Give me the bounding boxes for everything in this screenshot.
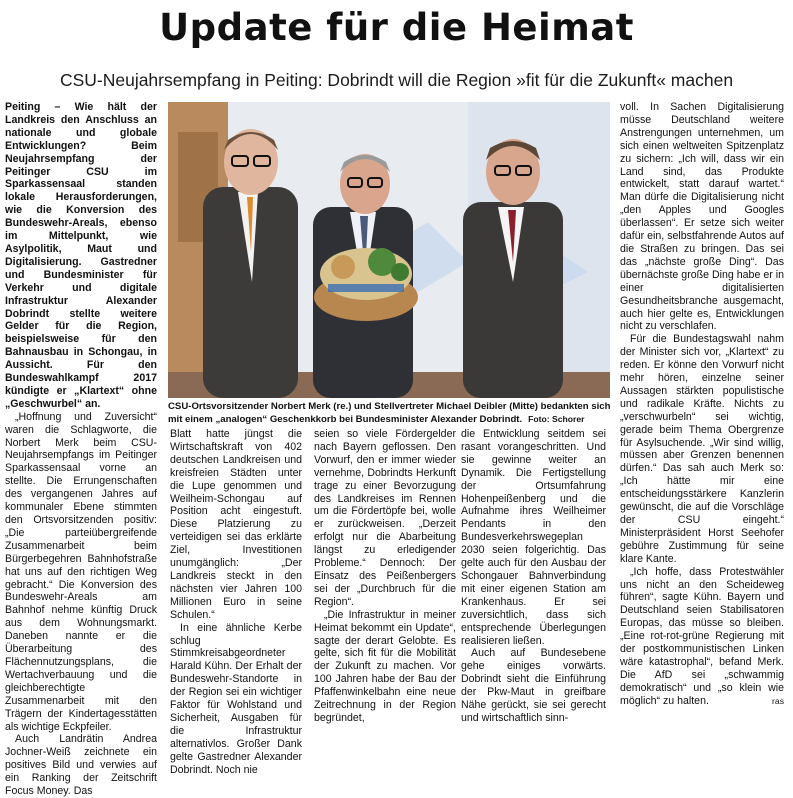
text-column-5 — [620, 101, 784, 708]
headline: Update für die Heimat — [159, 6, 634, 49]
subheadline: CSU-Neujahrsempfang in Peiting: Dobrindt will die Region »fit für die Zukunft« machen — [59, 70, 734, 90]
caption-text: CSU-Ortsvorsitzender Norbert Merk (re.) und Stellvertreter Michael Deibler (Mitte) bedankten sich mit einem „analogen“ Geschenkkorb bei Bundesminister Alexander Dobrindt. — [168, 401, 611, 425]
photo-illustration — [168, 102, 610, 398]
paragraph: Auch auf Bundesebene gehe einiges vorwärts. Dobrindt sieht die Einführung der Pkw-Maut in greifbare Nähe gerückt, sie sei gerecht und wirtschaftlich sinn- — [461, 647, 606, 724]
paragraph: voll. In Sachen Digitalisierung müsse Deutschland weitere Anstrengungen unternehmen, um sich einen weltweiten Spitzenplatz zu sichern: „Ich will, dass wir ein Land sind, das Produkte entwickelt, statt darauf wartet.“ Man dürfe die Digitalisierung nicht „den Apples und Googles überlassen“. Er setze sich weiter dafür ein, selbstfahrende Autos auf die Straßen zu bringen. Das sei das „nächste große Ding“. Das übernächste große Ding habe er in einer digitalisierten Gesundheitsbranche ausgemacht, auch hier gelte es, Entwicklungen nicht zu verschlafen. — [620, 101, 784, 333]
paragraph: In eine ähnliche Kerbe schlug Stimmkreisabgeordneter Harald Kühn. Der Erhalt der Bundeswehr-Standorte in der Region sei ein wichtiger Faktor für Wohlstand und Sicherheit, Ausgaben für die Infrastruktur alternativlos. Großer Dank gelte Gastredner Alexander Dobrindt. Noch nie — [170, 621, 302, 776]
photo-caption — [168, 401, 614, 426]
paragraph: Für die Bundestagswahl nahm der Minister sich vor, „Klartext“ zu reden. Er könne den Vorwurf nicht mehr hören, einzelne seiner Aussagen stärkten populistische und radikale Kräfte. Nichts zu „verschwurbeln“ sei wichtig, gerade beim Thema Obergrenze für Asylsuchende. „Wir sind willig, müssen aber Grenzen benennen dürfen.“ Das sah auch Merk so: „Ich hätte mir eine entscheidungsstärkere Kanzlerin gewünscht, die auf die Vorschläge der CSU eingeht.“ Ministerpräsident Horst Seehofer gebühre Zustimmung für seine klare Kante. — [620, 333, 784, 565]
text-column-2 — [170, 428, 302, 776]
paragraph: Auch Landrätin Andrea Jochner-Weiß zeichnete ein positives Bild und verwies auf ein Ranking der Zeitschrift Focus Money. Das — [5, 733, 157, 798]
author-signature: ras — [772, 695, 784, 706]
paragraph: die Entwicklung seitdem sei rasant vorangeschritten. Und sie gewinne weiter an Dynamik. Die Fertigstellung der Ortsumfahrung Hohenpeißenberg und die Aufnahme ihres Weilheimer Pendants in den Bundesverkehrswegeplan 2030 seien folgerichtig. Das gelte auch für den Ausbau der Schongauer Bahnverbindung mit einer eigenen Station am Krankenhaus. Er sei zuversichtlich, dass sich entsprechende Überlegungen realisieren ließen. — [461, 428, 606, 647]
lead-paragraph: Peiting – Wie hält der Landkreis den Anschluss an nationale und globale Entwicklungen? Beim Neujahrsempfang der Peitinger CSU im Sparkassensaal standen lokale Herausforderungen, wie die Konversion des Bundeswehr-Areals, ebenso im Mittelpunkt, wie Asylpolitik, Maut und Digitalisierung. Gastredner und Bundesminister für Verkehr und digitale Infrastruktur Alexander Dobrindt stellte weitere Gelder für die Region, beispielsweise für den Bahnausbau in Schongau, in Aussicht. Für den Bundeswahlkampf 2017 kündigte er „Klartext“ ohne „Geschwurbel“ an. — [5, 101, 157, 410]
article-photo — [168, 102, 610, 398]
paragraph: „Ich hoffe, dass Protestwähler uns nicht an den Scheideweg führen“, sagte Kühn. Bayern und Deutschland seien Stabilisatoren Europas, das müsse so bleiben. „Eine rot-rot-grüne Regierung mit der postkommunistischen Linken wäre katastrophal“, befand Merk. Die AfD sei „schwammig demokratisch“ und „so klein wie möglich“ zu halten. ras — [620, 565, 784, 707]
text-column-4 — [461, 428, 606, 725]
paragraph: „Hoffnung und Zuversicht“ waren die Schlagworte, die Norbert Merk beim CSU-Neujahrsempfangs im Peitinger Sparkassensaal vorne an stellte. Die Errungenschaften des vergangenen Jahres auf kommunaler Ebene stimmten den Ortsvorsitzenden positiv: „Die parteiübergreifende Zusammenarbeit beim Bürgerbegehren Bahnhofstraße hat uns auf den richtigen Weg gebracht.“ Die Konversion des Bundeswehr-Areals am Bahnhof nehme künftig Druck aus dem Wohnungsmarkt. Daneben nannte er die Überarbeitung des Flächennutzungsplans, die Wertachverbauung und die gleichberechtigte Zusammenarbeit mit den Trägern der Kindertagesstätten als wichtige Eckpfeiler. — [5, 410, 157, 733]
text-column-1 — [5, 101, 157, 798]
photo-credit: Foto: Schorer — [528, 414, 585, 424]
paragraph: seien so viele Fördergelder nach Bayern geflossen. Den Vorwurf, den er immer wieder vernehme, Dobrindts Herkunft trage zu einer Bevorzugung des Landkreises im Rennen um die Fördertöpfe bei, wolle er zurückweisen. „Derzeit erfolgt nur die Abarbeitung längst zu erledigender Probleme.“ Dennoch: Der Einsatz des Peißenbergers sei der „Durchbruch für die Region“. — [314, 428, 456, 608]
paragraph: Blatt hatte jüngst die Wirtschaftskraft von 402 deutschen Landkreisen und kreisfreien Städten unter die Lupe genommen und Weilheim-Schongau auf Position acht eingestuft. Diese Platzierung zu verteidigen sei das erklärte Ziel, Investitionen unumgänglich: „Der Landkreis steckt in den nächsten vier Jahren 100 Millionen Euro in seine Schulen.“ — [170, 428, 302, 621]
text-column-3 — [314, 428, 456, 725]
paragraph: „Die Infrastruktur in meiner Heimat bekommt ein Update“, sagte der derart Gelobte. Es gelte, sich fit für die Mobilität der Zukunft zu machen. Vor 100 Jahren habe der Bau der Pfaffenwinkelbahn eine neue Zeitrechnung in der Region begründet, — [314, 608, 456, 724]
